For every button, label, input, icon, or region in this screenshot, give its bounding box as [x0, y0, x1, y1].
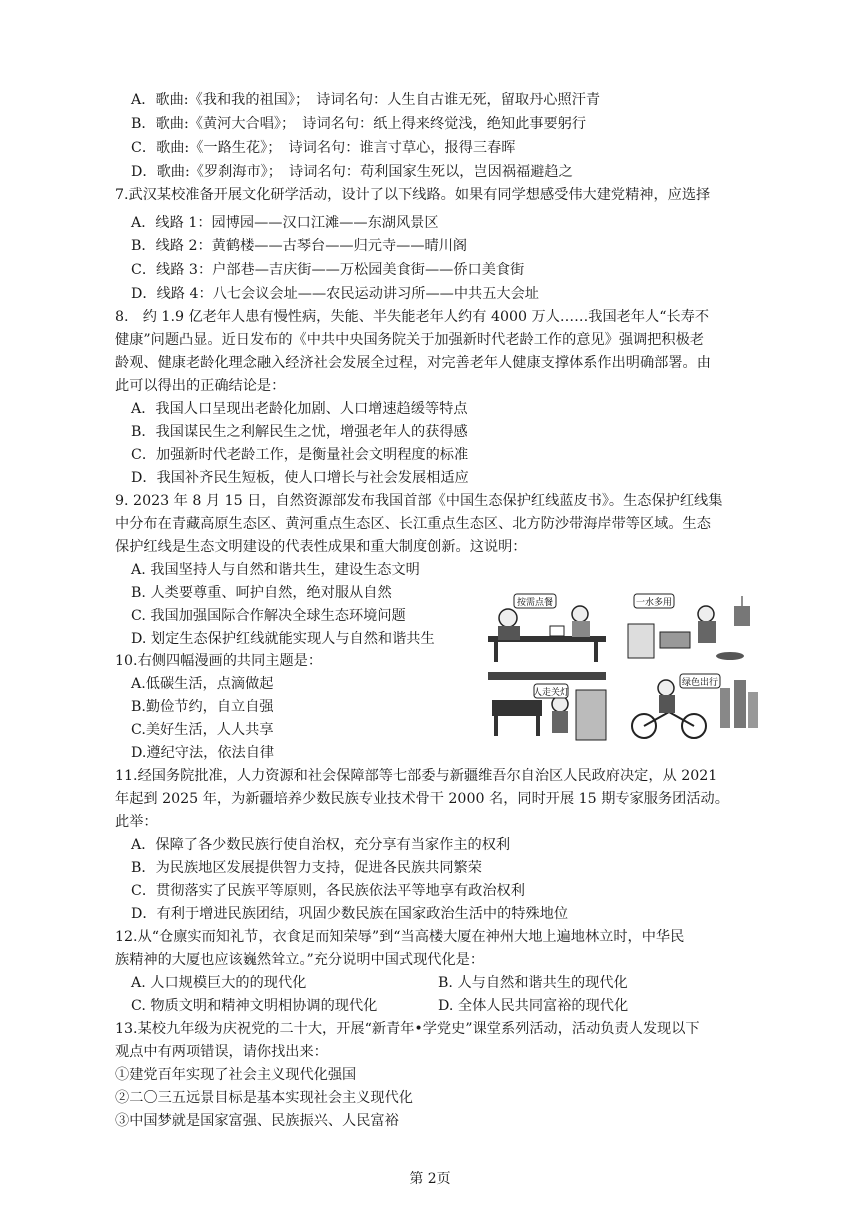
comic-label-ordering: 按需点餐 [516, 598, 554, 608]
q9-option-a: A. 我国坚持人与自然和谐共生，建设生态文明 [131, 562, 420, 578]
page-number: 第 2页 [409, 1171, 451, 1187]
q6-option-b: B．歌曲:《黄河大合唱》； 诗词名句：纸上得来终觉浅，绝知此事要躬行 [131, 116, 587, 132]
comic-panel-ordering [484, 590, 614, 664]
q9-option-c: C. 我国加强国际合作解决全球生态环境问题 [131, 608, 406, 624]
q11-stem-line3: 此举： [115, 814, 158, 830]
q8-option-b: B．我国谋民生之利解民生之忧，增强老年人的获得感 [131, 424, 468, 440]
q8-stem-line4: 此可以得出的正确结论是： [115, 378, 286, 394]
q12-option-a: A. 人口规模巨大的的现代化 [131, 975, 307, 991]
q7-stem: 7.武汉某校准备开展文化研学活动，设计了以下线路。如果有同学想感受伟大建党精神，应选择 [115, 187, 711, 203]
q10-option-d: D.遵纪守法，依法自律 [131, 745, 275, 761]
q12-option-d: D. 全体人民共同富裕的现代化 [438, 998, 629, 1014]
q8-option-d: D．我国补齐民生短板，使人口增长与社会发展相适应 [131, 470, 469, 486]
comic-panel-lights [484, 670, 614, 742]
q11-option-b: B．为民族地区发展提供智力支持，促进各民族共同繁荣 [131, 860, 482, 876]
q10-comic-illustration [484, 588, 764, 744]
q10-stem: 10.右侧四幅漫画的共同主题是： [115, 653, 323, 669]
q7-option-a: A．线路 1：园博园——汉口江滩——东湖风景区 [131, 215, 439, 231]
q7-option-d: D．线路 4：八七会议会址——农民运动讲习所——中共五大会址 [131, 286, 539, 302]
comic-panel-cycling [624, 670, 762, 742]
q8-option-c: C．加强新时代老龄工作，是衡量社会文明程度的标准 [131, 447, 469, 463]
q8-stem-line2: 健康”问题凸显。近日发布的《中共中央国务院关于加强新时代老龄工作的意见》强调把积极老 [115, 332, 704, 348]
q8-stem-line1: 8. 约 1.9 亿老年人患有慢性病，失能、半失能老年人约有 4000 万人……我国老年人“长寿不 [115, 309, 710, 325]
q11-option-a: A．保障了各少数民族行使自治权，充分享有当家作主的权利 [131, 837, 511, 853]
q11-option-d: D．有利于增进民族团结，巩固少数民族在国家政治生活中的特殊地位 [131, 906, 569, 922]
q10-option-a: A.低碳生活，点滴做起 [131, 676, 274, 692]
comic-panel-water [624, 590, 762, 664]
q9-option-b: B. 人类要尊重、呵护自然，绝对服从自然 [131, 585, 392, 601]
q12-option-b: B. 人与自然和谐共生的现代化 [438, 975, 628, 991]
q9-stem-line1: 9. 2023 年 8 月 15 日，自然资源部发布我国首部《中国生态保护红线蓝皮书》。生态保护红线集 [115, 493, 723, 509]
q7-option-b: B．线路 2：黄鹤楼——古琴台——归元寺——晴川阁 [131, 238, 468, 254]
q6-option-d: D．歌曲:《罗刹海市》； 诗词名句：苟利国家生死以，岂因祸福避趋之 [131, 164, 573, 180]
q13-stem-line2: 观点中有两项错误，请你找出来： [115, 1044, 328, 1060]
q9-stem-line2: 中分布在青藏高原生态区、黄河重点生态区、长江重点生态区、北方防沙带海岸带等区域。生态 [115, 516, 711, 532]
q10-option-b: B.勤俭节约，自立自强 [131, 699, 274, 715]
comic-label-water: 一水多用 [635, 598, 673, 608]
q10-option-c: C.美好生活，人人共享 [131, 722, 274, 738]
q6-option-a: A．歌曲:《我和我的祖国》； 诗词名句：人生自古谁无死，留取丹心照汗青 [131, 92, 601, 108]
comic-label-cycling: 绿色出行 [681, 678, 719, 688]
comic-label-lights: 人走关灯 [532, 688, 570, 698]
q11-stem-line1: 11.经国务院批准，人力资源和社会保障部等七部委与新疆维吾尔自治区人民政府决定，从 2021 [115, 768, 718, 784]
q12-option-c: C. 物质文明和精神文明相协调的现代化 [131, 998, 378, 1014]
q9-stem-line3: 保护红线是生态文明建设的代表性成果和重大制度创新。这说明： [115, 539, 527, 555]
q12-stem-line1: 12.从“仓廪实而知礼节，衣食足而知荣辱”到“当高楼大厦在神州大地上遍地林立时，中华民 [115, 929, 685, 945]
q6-option-c: C．歌曲:《一路生花》； 诗词名句：谁言寸草心，报得三春晖 [131, 140, 516, 156]
q13-item-3: ③中国梦就是国家富强、民族振兴、人民富裕 [115, 1113, 399, 1129]
q12-stem-line2: 族精神的大厦也应该巍然耸立。”充分说明中国式现代化是： [115, 952, 485, 968]
q8-stem-line3: 龄观、健康老龄化理念融入经济社会发展全过程，对完善老年人健康支撑体系作出明确部署。由 [115, 355, 711, 371]
q9-option-d: D. 划定生态保护红线就能实现人与自然和谐共生 [131, 631, 435, 647]
q11-option-c: C．贯彻落实了民族平等原则，各民族依法平等地享有政治权利 [131, 883, 525, 899]
q13-item-2: ②二〇三五远景目标是基本实现社会主义现代化 [115, 1090, 413, 1106]
q7-option-c: C．线路 3：户部巷—吉庆街——万松园美食街——侨口美食街 [131, 262, 525, 278]
q8-option-a: A．我国人口呈现出老龄化加剧、人口增速趋缓等特点 [131, 401, 468, 417]
q11-stem-line2: 年起到 2025 年，为新疆培养少数民族专业技术骨干 2000 名，同时开展 15 期专家服务团活动。 [115, 791, 729, 807]
q13-stem-line1: 13.某校九年级为庆祝党的二十大，开展“新青年•学党史”课堂系列活动，活动负责人发现以下 [115, 1021, 700, 1037]
q13-item-1: ①建党百年实现了社会主义现代化强国 [115, 1067, 357, 1083]
